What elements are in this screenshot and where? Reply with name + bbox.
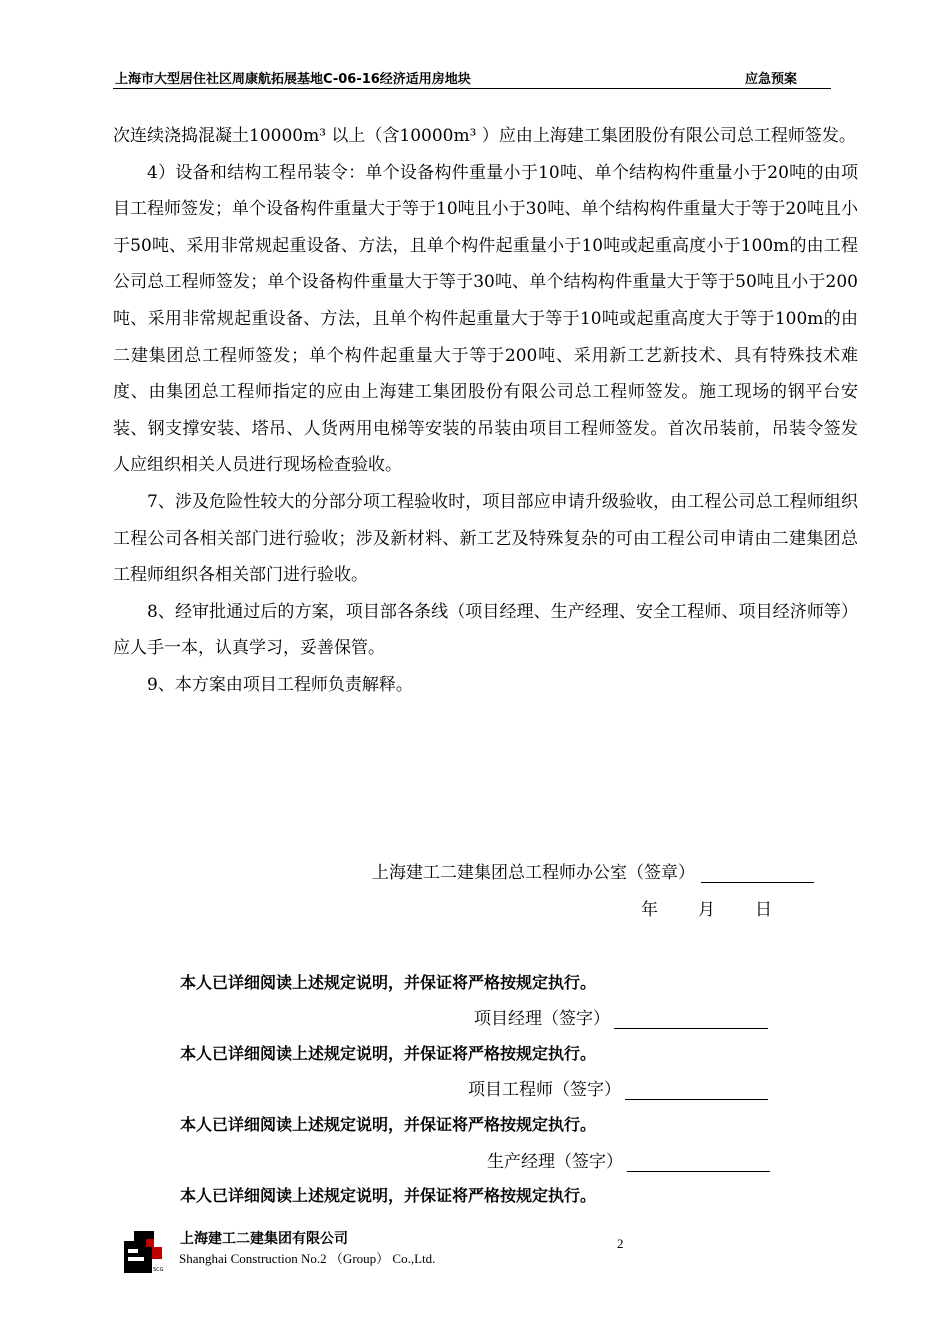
signature-line bbox=[614, 1012, 768, 1029]
pledge-statement: 本人已详细阅读上述规定说明，并保证将严格按规定执行。 bbox=[180, 1186, 597, 1205]
engineer-signature-label: 项目工程师（签字） bbox=[468, 1080, 621, 1100]
engineer-signature bbox=[468, 1075, 768, 1100]
paragraph: 8、经审批通过后的方案，项目部各条线（项目经理、生产经理、安全工程师、项目经济师等）应人手一本，认真学习，妥善保管。 bbox=[113, 601, 858, 659]
pledge-statement: 本人已详细阅读上述规定说明，并保证将严格按规定执行。 bbox=[180, 1044, 597, 1063]
signature-line bbox=[701, 866, 814, 883]
date-row bbox=[641, 895, 772, 920]
signature-line bbox=[627, 1155, 770, 1172]
date-day: 日 bbox=[755, 900, 772, 920]
footer-company-cn: 上海建工二建集团有限公司 bbox=[180, 1231, 348, 1247]
header-doc-type: 应急预案 bbox=[745, 72, 798, 87]
office-signature bbox=[372, 858, 814, 883]
pm-signature bbox=[474, 1004, 768, 1029]
signature-line bbox=[625, 1083, 768, 1100]
company-logo-icon bbox=[124, 1229, 164, 1273]
page-number: 2 bbox=[617, 1236, 624, 1251]
document-body bbox=[113, 118, 858, 704]
paragraph: 9、本方案由项目工程师负责解释。 bbox=[147, 674, 413, 695]
production-signature bbox=[487, 1147, 770, 1172]
logo-text: SCG bbox=[153, 1267, 164, 1273]
production-signature-label: 生产经理（签字） bbox=[487, 1152, 623, 1172]
date-month: 月 bbox=[698, 900, 715, 920]
pledge-statement: 本人已详细阅读上述规定说明，并保证将严格按规定执行。 bbox=[180, 973, 597, 992]
paragraph: 次连续浇捣混凝土10000m³ 以上（含10000m³ ）应由上海建工集团股份有限公司总工程师签发。 bbox=[113, 126, 856, 146]
office-sign-label: 上海建工二建集团总工程师办公室（签章） bbox=[372, 863, 695, 883]
footer-company-en: Shanghai Construction No.2 （Group） Co.,Ltd. bbox=[179, 1251, 436, 1266]
header-title: 上海市大型居住社区周康航拓展基地C-06-16经济适用房地块 bbox=[115, 72, 471, 87]
date-year: 年 bbox=[641, 900, 658, 920]
pledge-statement: 本人已详细阅读上述规定说明，并保证将严格按规定执行。 bbox=[180, 1115, 597, 1134]
page-header bbox=[113, 66, 831, 89]
paragraph: 7、涉及危险性较大的分部分项工程验收时，项目部应申请升级验收，由工程公司总工程师组织工程公司各相关部门进行验收；涉及新材料、新工艺及特殊复杂的可由工程公司申请由二建集团总工程师组织各相关部门进行验收。 bbox=[113, 491, 858, 586]
pm-signature-label: 项目经理（签字） bbox=[474, 1009, 610, 1029]
paragraph: 4）设备和结构工程吊装令：单个设备构件重量小于10吨、单个结构构件重量小于20吨的由项目工程师签发；单个设备构件重量大于等于10吨且小于30吨、单个结构构件重量大于等于20吨且小于50吨、采用非常规起重设备、方法，且单个构件起重量小于10吨或起重高度小于100m的由工程公司总工程师签发；单个设备构件重量大于等于30吨、单个结构构件重量大于等于50吨且小于200吨、采用非常规起重设备、方法，且单个构件起重量大于等于10吨或起重高度大于等于100m的由二建集团总工程师签发；单个构件起重量大于等于200吨、采用新工艺新技术、具有特殊技术难度、由集团总工程师指定的应由上海建工集团股份有限公司总工程师签发。施工现场的钢平台安装、钢支撑安装、塔吊、人货两用电梯等安装的吊装由项目工程师签发。首次吊装前，吊装令签发人应组织相关人员进行现场检查验收。 bbox=[113, 162, 858, 476]
